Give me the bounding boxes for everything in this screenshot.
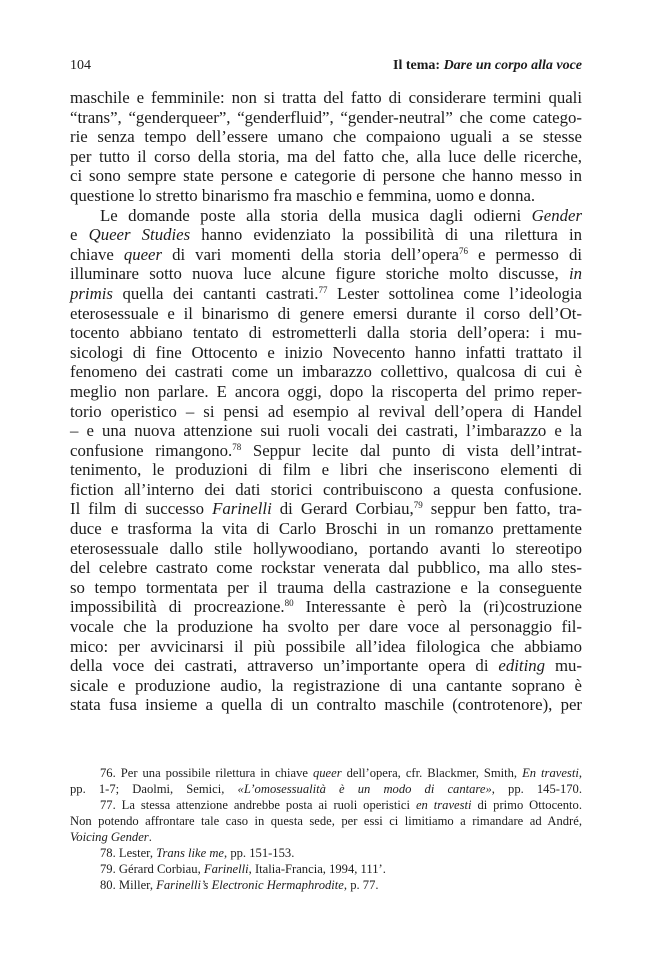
text-run: impossibilità di procreazione. [70,597,285,617]
text-run: vocale che la produzione ha svolto per dare voce al personaggio fil- [70,617,582,637]
text-run: stata fusa insieme a quella di un contralto maschile (controtenore), per [70,695,582,715]
italic-text: En travesti [522,766,579,780]
footnote-ref: 80 [284,598,294,609]
text-line [70,382,582,402]
text-line [70,558,582,578]
text-run: , [578,766,582,780]
text-run: torio operistico – si pensi ad esempio al revival dell’opera di Handel [70,401,582,421]
text-line [70,362,582,382]
text-run: so tempo tormentata per il trauma della castrazione e la conseguente [70,577,582,597]
text-run: mico: per avvicinarsi il più possibile all’idea filologica che abbiamo [70,636,582,656]
italic-text: Voicing Gender [70,830,149,844]
page-number: 104 [70,58,91,73]
text-line [70,343,582,363]
text-run: chiave [70,244,124,264]
text-run: fenomeno dei castrati come un imbarazzo collettivo, qualcosa di cui è [70,362,582,382]
footnote-line [70,861,582,877]
text-line [70,656,582,676]
text-run: “trans”, “genderqueer”, “genderfluid”, “gender-neutral” che come catego- [70,107,582,127]
text-run: e [70,225,89,245]
italic-text: Queer Studies [88,225,191,245]
text-run: 76. Per una possibile rilettura in chiave [100,766,313,780]
text-line [70,578,582,598]
text-line [70,166,582,186]
text-line [70,402,582,422]
text-line [70,264,582,284]
text-line [70,460,582,480]
text-run: sicologi di fine Ottocento e inizio Novecento hanno infatti trattato il [70,342,582,362]
text-line [70,695,582,715]
text-run: Le domande poste alla storia della musica dagli odierni [100,205,532,225]
text-run: , Italia-Francia, 1994, 111’. [248,862,386,876]
text-run: ci sono sempre state persone e categorie di persone che hanno messo in [70,166,582,186]
text-run: , pp. 151-153. [224,846,295,860]
text-run: Lester sottolinea come l’ideologia [327,283,583,303]
text-line [70,225,582,245]
running-head [393,56,582,76]
text-run: di vari momenti della storia dell’opera [162,244,459,264]
footnote-line [70,845,582,861]
running-head-prefix: Il tema: [393,58,444,73]
text-run: 77. La stessa attenzione andrebbe posta ai ruoli operistici [100,798,416,812]
italic-text: in [568,264,582,284]
footnotes [70,765,582,893]
footnote-ref: 76 [459,245,468,256]
text-run: , p. 77. [343,878,379,892]
text-run: 80. Miller, [100,878,157,892]
text-run: rie senza tempo dell’essere umano che compaiono uguali a se stesse [70,127,582,147]
text-line [70,147,582,167]
text-line [70,186,582,206]
text-line [70,441,582,461]
text-line [70,245,582,265]
text-run: di primo Ottocento. [471,798,582,812]
running-head-title: Dare un corpo alla voce [443,58,582,73]
text-run: di Gerard Corbiau, [271,499,414,519]
text-line [70,597,582,617]
text-line [70,637,582,657]
text-line [70,539,582,559]
footnote-line [70,813,582,829]
text-line [70,206,582,226]
text-line [70,88,582,108]
text-run: Non potendo affrontare tale caso in questa sede, per essi ci limitiamo a rimandare ad André, [70,814,582,828]
text-run: seppur ben fatto, tra- [422,499,582,519]
italic-text: queer [312,766,342,780]
italic-text: Gender [531,205,582,225]
text-run: pp. 1-7; Daolmi, Semici, [70,782,238,796]
italic-text: Trans like me [156,846,225,860]
text-run: del celebre castrato come rockstar venerata dal pubblico, ma allo stes- [70,558,582,578]
italic-text: en travesti [415,798,472,812]
italic-text: Farinelli [212,499,272,519]
text-run: sicale e produzione audio, la registrazione di una cantante soprano è [70,675,582,695]
text-run: hanno evidenziato la possibilità di una rilettura in [190,225,582,245]
footnote-line [70,765,582,781]
text-line [70,519,582,539]
text-line [70,108,582,128]
text-line [70,127,582,147]
text-run: per tutto il corso della storia, ma del fatto che, alla luce delle ricerche, [70,146,582,166]
text-run: – e una nuova attenzione sui ruoli vocali dei castrati, l’imbarazzo e la [70,421,582,441]
text-run: tocento abbiano tentato di estrometterli dalla storia dell’opera: i mu- [70,323,582,343]
text-line [70,499,582,519]
text-line [70,323,582,343]
text-run: eterosessuale dallo stile hollywoodiano, portando avanti lo stereotipo [70,538,582,558]
text-run: . [148,830,152,844]
italic-text: «L’omosessualità è un modo di cantare» [237,782,492,796]
text-run: 79. Gérard Corbiau, [100,862,204,876]
text-run: e permesso di [468,244,582,264]
footnote-ref: 78 [232,441,242,452]
text-run: fiction all’interno dei dati storici contribuiscono a questa confusione. [70,479,582,499]
text-run: Interessante è però la (ri)costruzione [293,597,582,617]
footnote-line [70,781,582,797]
text-run: duce e trasforma la vita di Carlo Broschi in un romanzo prettamente [70,519,582,539]
text-run: Il film di successo [70,499,213,519]
footnote-line [70,829,582,845]
italic-text: editing [498,656,546,676]
text-run: quella dei cantanti castrati. [112,283,319,303]
text-run: tenimento, le produzioni di film e libri che inseriscono elementi di [70,460,582,480]
italic-text: Farinelli [203,862,249,876]
text-line [70,421,582,441]
footnote-ref: 77 [318,284,328,295]
footnote-line [70,797,582,813]
running-header [70,56,582,76]
italic-text: Farinelli’s Electronic Hermaphrodite [156,878,344,892]
italic-text: primis [70,283,113,303]
text-run: eterosessuale e il binarismo di genere emersi durante il corso dell’Ot- [70,303,582,323]
text-run: questione lo stretto binarismo fra maschio e femmina, uomo e donna. [70,185,536,205]
footnote-ref: 79 [413,500,423,511]
text-line [70,676,582,696]
text-run: maschile e femminile: non si tratta del fatto di considerare termini quali [70,88,582,107]
text-run: mu- [545,656,582,676]
text-line [70,284,582,304]
text-line [70,617,582,637]
footnote-line [70,877,582,893]
text-run: dell’opera, cfr. Blackmer, Smith, [341,766,523,780]
text-run: illuminare sotto nuova luce alcune figure storiche molto discusse, [70,264,569,284]
text-run: Seppur lecite dal punto di vista dell’intrat- [241,440,582,460]
text-run: della voce dei castrati, attraverso un’importante opera di [70,656,499,676]
text-run: , pp. 145-170. [491,782,583,796]
text-run: confusione rimangono. [70,440,233,460]
text-run: 78. Lester, [100,846,157,860]
text-line [70,304,582,324]
text-line [70,480,582,500]
body-text [70,88,582,715]
italic-text: queer [123,244,163,264]
text-run: meglio non parlare. E ancora oggi, dopo la riscoperta del primo reper- [70,381,582,401]
